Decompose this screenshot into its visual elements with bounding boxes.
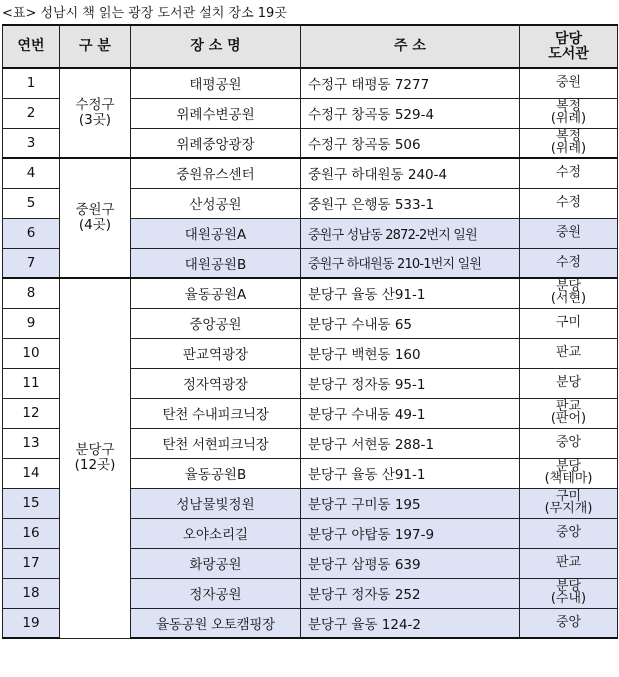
group-count: (12곳): [74, 457, 116, 474]
header-group: 구 분: [60, 25, 131, 68]
row-library: [520, 488, 618, 518]
row-name: 판교역광장: [131, 338, 301, 368]
row-library: [520, 458, 618, 488]
row-library-main: 판교: [555, 399, 582, 414]
row-library-main: 구미: [555, 489, 582, 504]
row-no: 10: [3, 338, 60, 368]
row-library-main: 분당: [555, 579, 582, 594]
row-no: 18: [3, 578, 60, 608]
row-library: [520, 68, 618, 98]
row-address: 중원구 하대원동 210-1번지 일원: [301, 248, 520, 278]
row-library-sub: (책테마): [544, 471, 593, 486]
row-library: [520, 188, 618, 218]
header-library-line2: 도서관: [548, 45, 589, 62]
row-name: 율동공원 오토캠핑장: [131, 608, 301, 638]
row-address: 중원구 은행동 533-1: [301, 188, 520, 218]
row-name: 율동공원B: [131, 458, 301, 488]
row-address: 중원구 하대원동 240-4: [301, 158, 520, 188]
row-name: 대원공원A: [131, 218, 301, 248]
row-library-main: 판교: [555, 345, 582, 360]
row-library: [520, 98, 618, 128]
row-library: [520, 248, 618, 278]
header-row: [3, 25, 618, 68]
row-library-main: 복정: [555, 99, 582, 114]
row-address: 분당구 정자동 252: [301, 578, 520, 608]
row-name: 탄천 수내피크닉장: [131, 398, 301, 428]
row-library-main: 수정: [555, 195, 582, 210]
row-name: 정자공원: [131, 578, 301, 608]
row-no: 8: [3, 278, 60, 308]
row-library: [520, 428, 618, 458]
row-library: [520, 338, 618, 368]
row-library-main: 복정: [555, 128, 582, 144]
header-address: 주 소: [301, 25, 520, 68]
row-name: 태평공원: [131, 68, 301, 98]
row-name: 대원공원B: [131, 248, 301, 278]
group-count: (3곳): [78, 112, 112, 128]
row-no: 4: [3, 158, 60, 188]
row-library-main: 분당: [555, 279, 582, 295]
header-library: [520, 25, 618, 68]
row-library-main: 수정: [555, 165, 582, 181]
row-library: [520, 608, 618, 638]
row-library-sub: (서현): [550, 291, 587, 307]
row-no: 13: [3, 428, 60, 458]
row-no: 5: [3, 188, 60, 218]
row-library-sub: (수내): [550, 591, 587, 606]
row-library-sub: (무지개): [544, 501, 593, 516]
row-library-main: 중원: [555, 75, 582, 91]
row-library-main: 분당: [555, 375, 582, 390]
row-address: 분당구 정자동 95-1: [301, 368, 520, 398]
header-library-line1: 담당: [554, 30, 583, 47]
row-library: [520, 308, 618, 338]
group-cell-bundang: [60, 278, 131, 638]
row-no: 19: [3, 608, 60, 638]
row-no: 17: [3, 548, 60, 578]
row-name: 중앙공원: [131, 308, 301, 338]
row-name: 성남물빛정원: [131, 488, 301, 518]
row-no: 15: [3, 488, 60, 518]
row-library: [520, 518, 618, 548]
row-name: 화랑공원: [131, 548, 301, 578]
row-library-main: 수정: [555, 254, 582, 270]
group-count: (4곳): [78, 217, 112, 233]
row-library-sub: (위례): [550, 111, 587, 126]
row-name: 위례수변공원: [131, 98, 301, 128]
library-locations-table: [2, 24, 618, 639]
row-address: 분당구 야탑동 197-9: [301, 518, 520, 548]
row-address: 분당구 율동 산91-1: [301, 458, 520, 488]
row-no: 9: [3, 308, 60, 338]
row-name: 율동공원A: [131, 278, 301, 308]
row-library-main: 중앙: [555, 525, 582, 540]
row-library-main: 중앙: [555, 435, 582, 450]
row-library-main: 구미: [555, 315, 582, 330]
row-library-sub: (판어): [550, 411, 587, 426]
row-address: 분당구 백현동 160: [301, 338, 520, 368]
row-library: [520, 128, 618, 158]
group-name: 수정구: [75, 97, 115, 113]
row-address: 수정구 태평동 7277: [301, 68, 520, 98]
row-address: 분당구 삼평동 639: [301, 548, 520, 578]
row-library-sub: (위례): [550, 140, 587, 156]
row-no: 12: [3, 398, 60, 428]
row-library: [520, 218, 618, 248]
table-row: [3, 158, 618, 188]
row-library: [520, 578, 618, 608]
row-library: [520, 548, 618, 578]
row-name: 중원유스센터: [131, 158, 301, 188]
group-name: 중원구: [75, 202, 115, 218]
row-no: 14: [3, 458, 60, 488]
row-library: [520, 368, 618, 398]
row-name: 정자역광장: [131, 368, 301, 398]
row-address: 분당구 수내동 49-1: [301, 398, 520, 428]
row-library-main: 중원: [555, 225, 582, 240]
row-library-main: 분당: [555, 459, 582, 474]
row-name: 산성공원: [131, 188, 301, 218]
row-library: [520, 158, 618, 188]
table-caption: <표> 성남시 책 읽는 광장 도서관 설치 장소 19곳: [2, 6, 287, 21]
table-row: [3, 68, 618, 98]
row-no: 3: [3, 128, 60, 158]
row-no: 1: [3, 68, 60, 98]
header-no: 연번: [3, 25, 60, 68]
group-name: 분당구: [75, 442, 115, 459]
row-address: 중원구 성남동 2872-2번지 일원: [301, 218, 520, 248]
table-row: [3, 278, 618, 308]
group-cell-sujeong: [60, 68, 131, 158]
row-no: 11: [3, 368, 60, 398]
row-no: 6: [3, 218, 60, 248]
row-address: 분당구 구미동 195: [301, 488, 520, 518]
row-no: 7: [3, 248, 60, 278]
row-address: 수정구 창곡동 506: [301, 128, 520, 158]
row-no: 16: [3, 518, 60, 548]
row-library: [520, 398, 618, 428]
row-library: [520, 278, 618, 308]
row-no: 2: [3, 98, 60, 128]
row-address: 수정구 창곡동 529-4: [301, 98, 520, 128]
row-name: 위례중앙광장: [131, 128, 301, 158]
row-name: 탄천 서현피크닉장: [131, 428, 301, 458]
row-library-main: 중앙: [555, 614, 582, 630]
row-name: 오야소리길: [131, 518, 301, 548]
header-name: 장 소 명: [131, 25, 301, 68]
row-library-main: 판교: [555, 555, 582, 570]
row-address: 분당구 율동 산91-1: [301, 278, 520, 308]
row-address: 분당구 율동 124-2: [301, 608, 520, 638]
row-address: 분당구 수내동 65: [301, 308, 520, 338]
group-cell-jungwon: [60, 158, 131, 278]
row-address: 분당구 서현동 288-1: [301, 428, 520, 458]
